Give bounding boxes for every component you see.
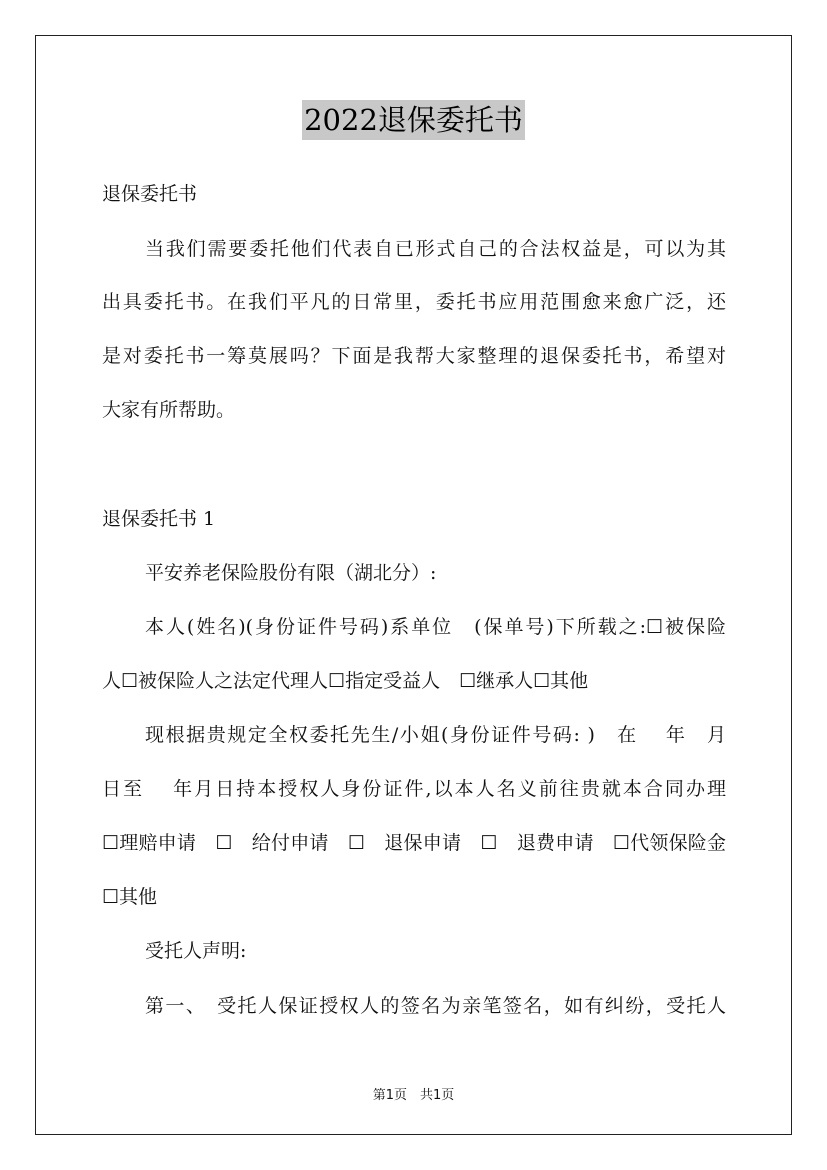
paragraph-line: 本人(姓名)(身份证件号码)系单位 (保单号)下所载之:☐被保险 [145,616,726,638]
paragraph-line: 日至 年月日持本授权人身份证件,以本人名义前往贵就本合同办理 [102,778,726,800]
paragraph-line: 受托人声明: [145,940,247,962]
section-heading: 退保委托书 [102,183,198,205]
paragraph-line: 现根据贵规定全权委托先生/小姐(身份证件号码: ) 在 年 月 [145,724,726,746]
page-footer: 第1页 共1页 [372,1088,455,1103]
paragraph-line: 第一、 受托人保证授权人的签名为亲笔签名，如有纠纷，受托人 [145,995,726,1017]
paragraph-line: 是对委托书一筹莫展吗？下面是我帮大家整理的退保委托书，希望对 [102,345,726,367]
paragraph-line: 人☐被保险人之法定代理人☐指定受益人 ☐继承人☐其他 [102,670,589,692]
paragraph-line: ☐理赔申请 ☐ 给付申请 ☐ 退保申请 ☐ 退费申请 ☐代领保险金 [102,832,726,854]
paragraph-line: ☐其他 [102,886,158,908]
paragraph-line: 大家有所帮助。 [102,399,236,421]
title-wrap [0,100,827,140]
document-title: 2022退保委托书 [302,100,525,140]
section-heading: 退保委托书 1 [102,508,216,530]
paragraph-line: 当我们需要委托他们代表自已形式自己的合法权益是，可以为其 [145,238,726,260]
paragraph-line: 平安养老保险股份有限（湖北分）: [145,562,437,584]
paragraph-line: 出具委托书。在我们平凡的日常里，委托书应用范围愈来愈广泛，还 [102,291,726,313]
